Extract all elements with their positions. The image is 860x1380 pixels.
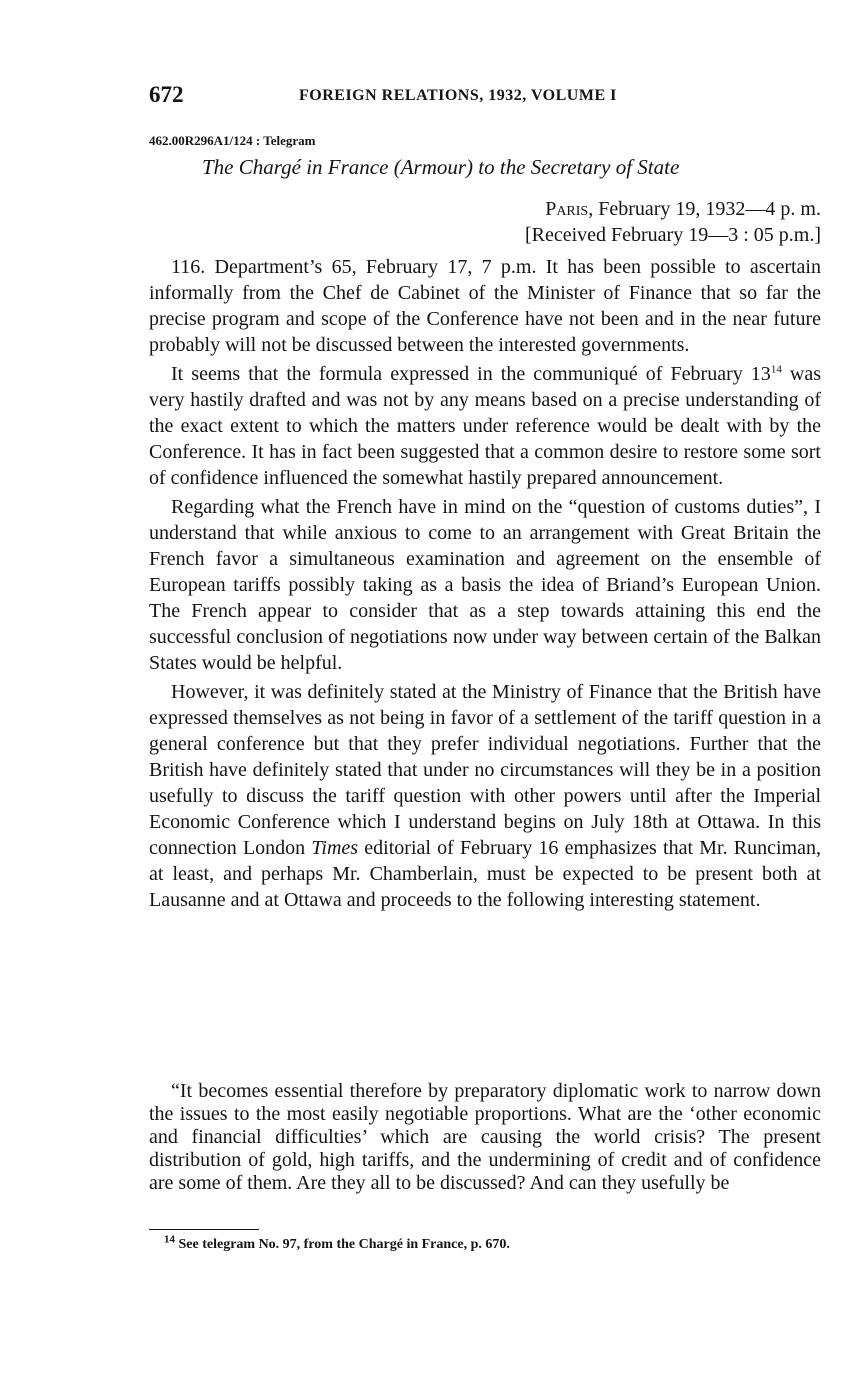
paragraph-4-text-a: However, it was definitely stated at the Ministry of Finance that the British have expressed themselves as not being in favor of a settlement of the tariff question in a general conference but that they prefer individual negotiations. Further that the British have definitely stated that under no circumstances will they be in a position usefully to discuss the tariff question with other powers until after the Imperial Economic Conference which I understand begins on July 18th at Ottawa. In this connection London	[149, 681, 821, 859]
footnote-marker: 14	[164, 1233, 175, 1246]
dateline-date: , February 19, 1932—4 p. m.	[588, 198, 821, 220]
paragraph-2-text-a: It seems that the formula expressed in the communiqué of February 13	[171, 363, 771, 385]
footnote	[164, 1233, 510, 1253]
page-number: 672	[149, 82, 184, 107]
paragraph-4	[149, 679, 821, 913]
running-head	[149, 82, 821, 110]
running-title: FOREIGN RELATIONS, 1932, VOLUME I	[299, 87, 617, 104]
telegram-body	[149, 254, 821, 916]
dateline-received: [Received February 19—3 : 05 p.m.]	[524, 224, 821, 246]
footnote-divider	[149, 1229, 259, 1230]
dateline-sent	[525, 196, 821, 222]
document-title: The Chargé in France (Armour) to the Secretary of State	[202, 155, 680, 179]
paragraph-2-text-b: was very hastily drafted and was not by any means based on a precise understanding of the exact extent to which the matters under reference would be dealt with by the Conference. It has in fact been suggested that a common desire to restore some sort of confidence influenced the somewhat hastily prepared announcement.	[149, 363, 821, 489]
paragraph-4-text-b: editorial of February 16 emphasizes that Mr. Runciman, at least, and perhaps Mr. Chamberlain, must be expected to be present both at Lausanne and at Ottawa and proceeds to the following interesting statement.	[149, 837, 821, 911]
footnote-text: See telegram No. 97, from the Chargé in France, p. 670.	[175, 1237, 510, 1252]
dateline	[525, 196, 821, 248]
paragraph-3: Regarding what the French have in mind on the “question of customs duties”, I understand that while anxious to come to an arrangement with Great Britain the French favor a simultaneous examination and agreement on the ensemble of European tariffs possibly taking as a basis the idea of Briand’s European Union. The French appear to consider that as a step towards attaining this end the successful conclusion of negotiations now under way between certain of the Balkan States would be helpful.	[149, 496, 821, 674]
dateline-place: Paris	[545, 198, 589, 220]
quoted-editorial	[149, 1080, 821, 1195]
footnote-reference: 14	[770, 363, 782, 376]
newspaper-title: Times	[311, 837, 359, 859]
quote-paragraph: “It becomes essential therefore by preparatory diplomatic work to narrow down the issues to the most easily negotiable proportions. What are the ‘other economic and financial difficulties’ which are causing the world crisis? The present distribution of gold, high tariffs, and the undermining of credit and of confidence are some of them. Are they all to be discussed? And can they usefully be	[149, 1080, 821, 1194]
paragraph-1: 116. Department’s 65, February 17, 7 p.m. It has been possible to ascertain informally from the Chef de Cabinet of the Minister of Finance that so far the precise program and scope of the Conference have not been and in the near future probably will not be discussed between the interested governments.	[149, 256, 821, 356]
file-number: 462.00R296A1/124 : Telegram	[149, 133, 316, 148]
paragraph-2	[149, 361, 821, 491]
